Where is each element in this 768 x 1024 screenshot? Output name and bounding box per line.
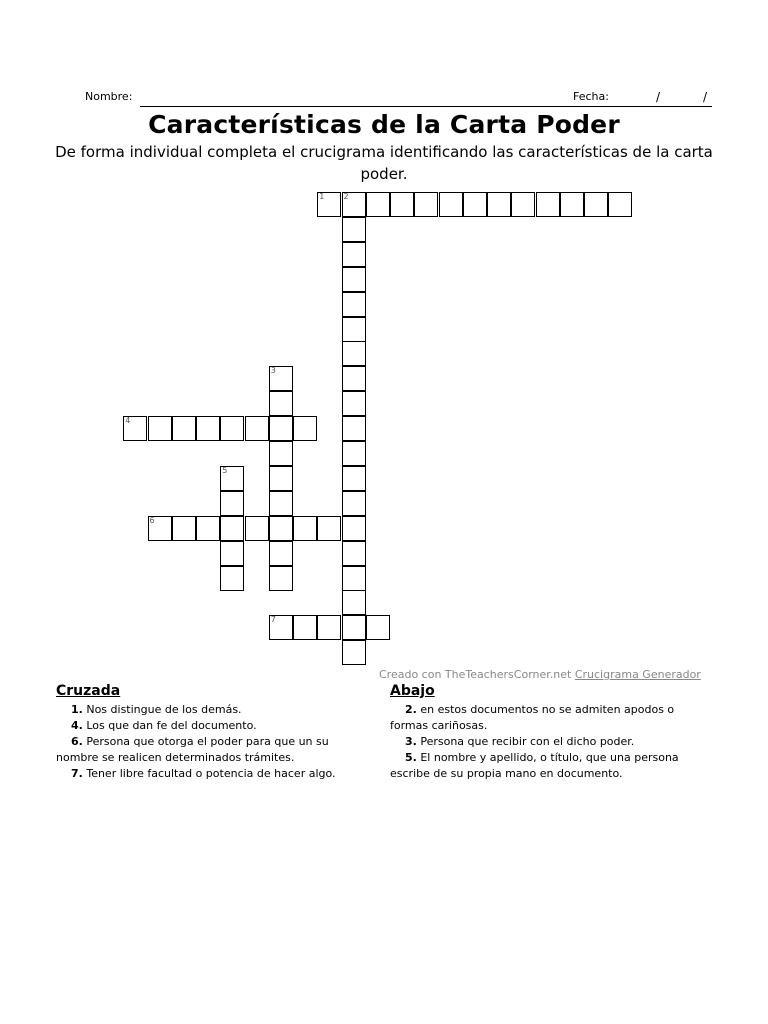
crossword-cell[interactable] [269,566,293,591]
crossword-cell[interactable] [269,391,293,416]
crossword-cell[interactable] [342,466,366,491]
crossword-cell[interactable] [366,192,390,217]
clue-4-across [56,718,376,734]
crossword-cell[interactable] [342,242,366,267]
crossword-cell[interactable] [536,192,560,217]
clue-text: El nombre y apellido, o título, que una persona [420,751,679,764]
crossword-cell[interactable] [269,441,293,466]
crossword-cell[interactable] [148,416,172,441]
clue-2-down [390,702,720,734]
instructions: De forma individual completa el crucigrama identificando las características de la carta poder. [55,143,713,183]
date-separator-1: / [656,90,661,104]
clue-text: Tener libre facultad o potencia de hacer algo. [86,767,336,780]
clue-number: 2. [405,703,417,716]
crossword-cell[interactable] [172,516,196,541]
crossword-cell[interactable] [245,516,269,541]
crossword-cell[interactable] [584,192,608,217]
crossword-cell[interactable] [269,516,293,541]
clue-text: en estos documentos no se admiten apodos o [420,703,675,716]
crossword-cell[interactable] [342,615,366,640]
clue-number-label: 5 [222,465,228,475]
crossword-cell[interactable] [390,192,414,217]
clue-number-label: 3 [270,366,276,376]
date-label: Fecha: [573,90,609,103]
clue-text-continued: formas cariñosas. [390,719,488,732]
crossword-cell[interactable] [463,192,487,217]
clue-number-label: 4 [125,416,131,426]
crossword-cell[interactable] [342,267,366,292]
across-clue-list [56,702,376,782]
credit-text: Creado con TheTeachersCorner.net [379,668,575,681]
clue-number-label: 6 [149,515,155,525]
crossword-cell[interactable] [269,366,293,391]
clue-7-across [56,766,376,782]
crossword-cell[interactable] [172,416,196,441]
clue-text: Persona que otorga el poder para que un su [86,735,329,748]
name-date-line[interactable] [140,106,712,107]
crossword-cell[interactable] [366,615,390,640]
crossword-cell[interactable] [317,615,341,640]
crossword-cell[interactable] [220,466,244,491]
crossword-cell[interactable] [269,416,293,441]
crossword-cell[interactable] [342,640,366,665]
crossword-cell[interactable] [269,615,293,640]
clue-number-label: 2 [343,192,349,201]
crossword-cell[interactable] [342,366,366,391]
clue-number-label: 1 [319,192,325,201]
clue-number: 1. [71,703,83,716]
crossword-cell[interactable] [342,516,366,541]
crossword-cell[interactable] [439,192,463,217]
crossword-cell[interactable] [220,566,244,591]
crossword-cell[interactable] [196,516,220,541]
clue-6-across [56,734,376,766]
clue-number: 3. [405,735,417,748]
crossword-cell[interactable] [293,416,317,441]
crossword-cell[interactable] [123,416,147,441]
crossword-cell[interactable] [245,416,269,441]
crossword-cell[interactable] [342,566,366,591]
page-title: Características de la Carta Poder [148,110,620,139]
crossword-cell[interactable] [342,192,366,217]
crossword-cell[interactable] [342,317,366,342]
down-heading: Abajo [390,683,435,699]
crossword-cell[interactable] [269,541,293,566]
crossword-cell[interactable] [342,590,366,615]
crossword-cell[interactable] [220,416,244,441]
crossword-cell[interactable] [342,292,366,317]
clue-1-across [56,702,376,718]
clue-3-down [390,734,720,750]
crossword-cell[interactable] [220,516,244,541]
date-separator-2: / [703,90,708,104]
crossword-cell[interactable] [560,192,584,217]
crossword-cell[interactable] [293,615,317,640]
crossword-cell[interactable] [342,217,366,242]
crossword-cell[interactable] [293,516,317,541]
crossword-cell[interactable] [342,391,366,416]
crossword-cell[interactable] [608,192,632,217]
clue-5-down [390,750,720,782]
across-heading: Cruzada [56,683,121,699]
crossword-cell[interactable] [269,466,293,491]
clue-text: Nos distingue de los demás. [86,703,242,716]
crossword-cell[interactable] [487,192,511,217]
crossword-cell[interactable] [342,491,366,516]
crossword-cell[interactable] [414,192,438,217]
clue-text: Los que dan fe del documento. [86,719,257,732]
crossword-cell[interactable] [342,541,366,566]
clue-number-label: 7 [270,615,276,625]
down-clue-list [390,702,720,782]
crossword-cell[interactable] [317,192,341,217]
credit-link[interactable]: Crucigrama Generador [574,668,701,681]
crossword-cell[interactable] [148,516,172,541]
credit-line [379,668,701,681]
crossword-cell[interactable] [220,541,244,566]
clue-number: 4. [71,719,83,732]
crossword-cell[interactable] [511,192,535,217]
crossword-cell[interactable] [342,416,366,441]
crossword-cell[interactable] [196,416,220,441]
clue-number: 7. [71,767,83,780]
crossword-cell[interactable] [220,491,244,516]
name-label: Nombre: [85,90,133,103]
crossword-cell[interactable] [317,516,341,541]
clue-text-continued: nombre se realicen determinados trámites. [56,751,295,764]
clue-text-continued: escribe de su propia mano en documento. [390,767,623,780]
crossword-cell[interactable] [342,441,366,466]
clue-text: Persona que recibir con el dicho poder. [420,735,635,748]
clue-number: 5. [405,751,417,764]
crossword-cell[interactable] [342,341,366,366]
clue-number: 6. [71,735,83,748]
crossword-cell[interactable] [269,491,293,516]
